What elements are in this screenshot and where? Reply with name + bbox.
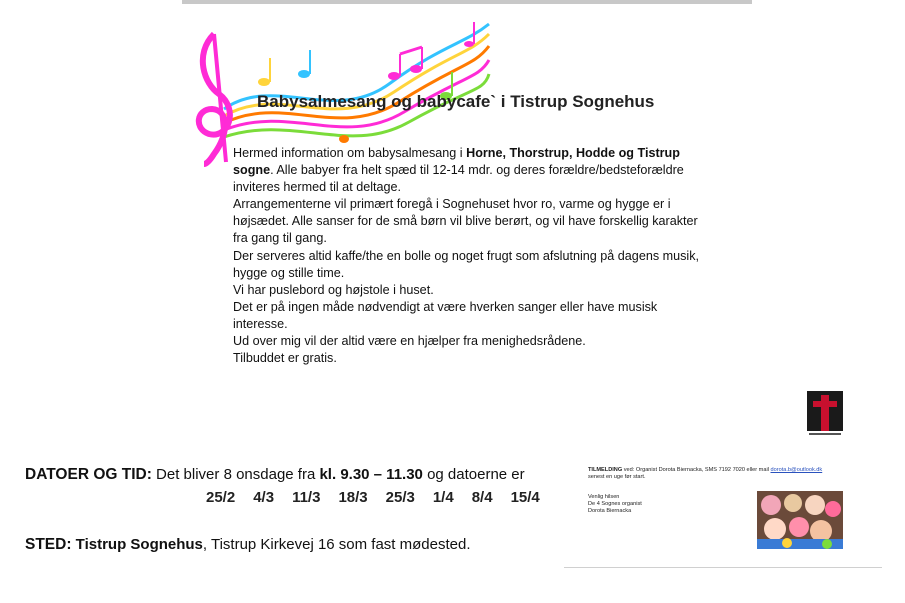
date-item: 8/4 bbox=[471, 489, 493, 506]
paragraph: Der serveres altid kaffe/the en bolle og noget frugt som afslutning på dagens musik, hygge og stille time. bbox=[233, 248, 700, 280]
top-divider bbox=[182, 0, 752, 4]
schedule-line: DATOER OG TID: Det bliver 8 onsdage fra kl. 9.30 – 11.30 og datoerne er bbox=[25, 466, 525, 483]
signature bbox=[588, 494, 642, 516]
place-venue: Tistrup Sognehus bbox=[75, 536, 203, 553]
signature-line: De 4 Sognes organist bbox=[588, 501, 642, 508]
email-link[interactable]: dorota.b@outlook.dk bbox=[770, 467, 823, 473]
body-text bbox=[233, 145, 713, 367]
signup-info: TILMELDING ved: Organist Dorota Biernacka, SMS 7192 7020 eller mail dorota.b@outlook.dk senest en uge før start. bbox=[588, 467, 868, 481]
paragraph: Ud over mig vil der altid være en hjælper fra menighedsrådene. bbox=[233, 334, 586, 349]
paragraph: Vi har puslebord og højstole i huset. bbox=[233, 282, 434, 297]
schedule-label: DATOER OG TID: bbox=[25, 466, 152, 483]
place-label: STED: bbox=[25, 536, 72, 553]
place-line: STED: Tistrup Sognehus, Tistrup Kirkevej 16 som fast mødested. bbox=[25, 536, 471, 553]
date-item: 11/3 bbox=[292, 489, 321, 506]
paragraph: Arrangementerne vil primært foregå i Sognehuset hvor ro, varme og hygge er i højsædet. Alle sanser for de små børn vil blive berørt, og vil have forskellig karakter fra gang til gang. bbox=[233, 197, 698, 246]
date-list bbox=[206, 489, 540, 506]
signup-deadline: senest en uge før start. bbox=[588, 474, 646, 481]
paragraph: Tilbuddet er gratis. bbox=[233, 351, 337, 366]
signature-line: Venlig hilsen bbox=[588, 494, 620, 500]
bottom-divider bbox=[564, 567, 882, 568]
date-item: 4/3 bbox=[253, 489, 275, 506]
babies-photo bbox=[757, 491, 843, 549]
schedule-time: kl. 9.30 – 11.30 bbox=[319, 466, 423, 483]
date-item: 18/3 bbox=[338, 489, 368, 506]
date-item: 25/2 bbox=[206, 489, 236, 506]
church-logo-icon bbox=[807, 391, 843, 437]
signature-line: Dorota Biernacka bbox=[588, 508, 632, 515]
date-item: 15/4 bbox=[510, 489, 540, 506]
date-item: 25/3 bbox=[385, 489, 415, 506]
intro-paragraph: Hermed information om babysalmesang i Horne, Thorstrup, Hodde og Tistrup sogne. Alle babyer fra helt spæd til 12-14 mdr. og deres forældre/bedsteforældre inviteres hermed til at deltage. bbox=[233, 146, 684, 195]
page-title: Babysalmesang og babycafe` i Tistrup Sognehus bbox=[257, 92, 655, 111]
paragraph: Det er på ingen måde nødvendigt at være hverken sanger eller have musisk interesse. bbox=[233, 299, 658, 331]
date-item: 1/4 bbox=[432, 489, 454, 506]
signup-label: TILMELDING bbox=[588, 467, 623, 473]
